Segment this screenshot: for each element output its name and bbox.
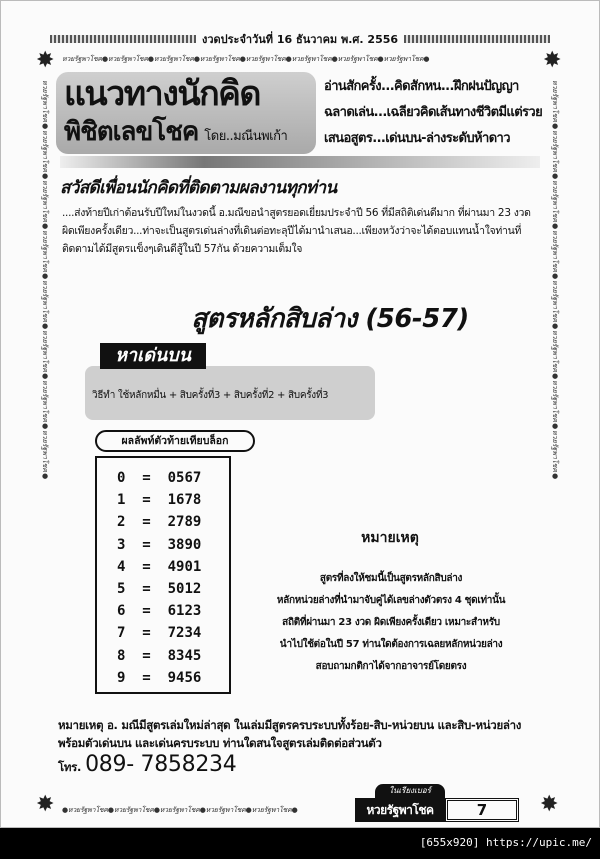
right-border-text: หวยรัฐพาโชค●หวยรัฐพาโชค●หวยรัฐพาโชค●หวยรัฐพาโชค●หวยรัฐพาโชค●หวยรัฐพาโชค●หวยรัฐพาโชค●หวยรัฐพาโชค● <box>551 80 559 481</box>
slogan: เสนอสูตร...เด่นบน-ล่างระดับห้าดาว <box>324 131 510 146</box>
row-key: 4 <box>117 558 126 575</box>
watermark-bar <box>0 828 600 859</box>
equals-sign: = <box>125 581 168 597</box>
slogan: ฉลาดเล่น...เฉลียวคิดเส้นทางชีวิตมีแต่รวย <box>324 105 543 120</box>
left-border-text: หวยรัฐพาโชค●หวยรัฐพาโชค●หวยรัฐพาโชค●หวยรัฐพาโชค●หวยรัฐพาโชค●หวยรัฐพาโชค●หวยรัฐพาโชค●หวยรัฐพาโชค● <box>41 80 49 481</box>
watermark-text: [655x920] https://upic.me/ <box>419 836 592 849</box>
table-row <box>117 625 201 641</box>
row-value: 6123 <box>167 603 202 620</box>
phone-number: 089- 7858234 <box>85 752 237 777</box>
bottom-border-text: ●หวยรัฐพาโชค●หวยรัฐพาโชค●หวยรัฐพาโชค●หวยรัฐพาโชค●หวยรัฐพาโชค● <box>62 806 298 814</box>
row-key: 6 <box>117 603 126 620</box>
badge-brand: หวยรัฐพาโชค <box>355 798 445 822</box>
ornament-star-icon: ✸ <box>540 792 559 817</box>
hatch-divider <box>404 35 550 43</box>
gradient-banner <box>60 156 540 168</box>
row-key: 8 <box>117 647 126 664</box>
equals-sign: = <box>125 603 168 620</box>
equals-sign: = <box>125 647 168 664</box>
slogan: อ่านสักครั้ง...คิดสักหน...ฝึกฝนปัญญา <box>324 79 519 94</box>
slogans <box>324 78 544 156</box>
row-key: 5 <box>117 581 126 597</box>
draw-date: งวดประจำวันที่ 16 ธันวาคม พ.ศ. 2556 <box>201 33 399 46</box>
intro-paragraph: ....ส่งท้ายปีเก่าต้อนรับปีใหม่ในงวดนี้ อ.มณีขอนำสูตรยอดเยี่ยมประจำปี 56 ที่มีสถิติเด่นดีมาก ที่ผ่านมา 23 งวด ผิดเพียงครั้งเดียว...ท่าจะเป็นสูตรเด่นล่างที่เดินต่อทะลุปีได้มานำเสนอ...เพียงหวังว่าจะได้ตอบแทนน้ำใจท่านที่ติดตามได้มีสูตรแข็งๆเดินดีสู้ในปี 57กัน ด้วยความเต็มใจ <box>62 207 531 255</box>
row-value: 0567 <box>167 470 202 486</box>
title-line2: พิชิตเลขโชค <box>64 117 199 147</box>
note-line: หลักหน่วยล่างที่นำมาจับคู่ได้เลขล่างตัวตรง 4 ชุดเท่านั้น <box>276 595 506 606</box>
row-key: 7 <box>117 625 126 642</box>
note-line: นำไปใช้ต่อในปี 57 ท่านใดต้องการเฉลยหลักหน่วยล่าง <box>279 639 503 650</box>
row-key: 2 <box>117 514 126 531</box>
table-row <box>117 537 201 553</box>
method-text: วิธีทำ ใช้หลักหมื่น + สิบครั้งที่3 + สิบครั้งที่2 + สิบครั้งที่3 <box>92 390 329 401</box>
footer <box>58 716 544 778</box>
table-row <box>117 492 201 508</box>
equals-sign: = <box>125 536 168 553</box>
equals-sign: = <box>125 514 168 531</box>
hatch-divider <box>50 35 196 43</box>
page-badge <box>355 784 521 824</box>
note-line: สอบถามกติกาได้จากอาจารย์โดยตรง <box>315 661 467 672</box>
result-label: ผลลัพท์ตัวท้ายเทียบล็อก <box>95 430 255 452</box>
ornament-star-icon: ✸ <box>36 792 55 817</box>
page-number: 7 <box>445 798 519 822</box>
badge-top: ในเรียงเบอร์ <box>375 784 445 798</box>
greeting: สวัสดีเพื่อนนักคิดที่ติดตามผลงานทุกท่าน <box>60 178 337 198</box>
row-value: 3890 <box>167 536 202 553</box>
row-value: 8345 <box>167 647 202 664</box>
row-value: 7234 <box>167 625 202 642</box>
ornament-star-icon: ✸ <box>543 48 562 73</box>
formula-label: หาเด่นบน <box>100 343 206 369</box>
note-line: สูตรที่ลงให้ชมนี้เป็นสูตรหลักสิบล่าง <box>319 573 463 584</box>
note-title: หมายเหตุ <box>361 530 419 546</box>
row-value: 5012 <box>167 581 202 597</box>
footer-line2: พร้อมตัวเด่นบน และเด่นครบระบบ ท่านใดสนใจสูตรเล่มติดต่อส่วนตัว โทร. <box>58 736 382 774</box>
note-block <box>240 572 542 682</box>
equals-sign: = <box>125 625 168 642</box>
equals-sign: = <box>125 558 168 575</box>
top-border-text: หวยรัฐพาโชค●หวยรัฐพาโชค●หวยรัฐพาโชค●หวยรัฐพาโชค●หวยรัฐพาโชค●หวยรัฐพาโชค●หวยรัฐพาโชค●หวยรัฐพาโชค● <box>62 55 430 63</box>
table-row <box>117 603 201 619</box>
row-value: 4901 <box>167 558 202 575</box>
row-key: 0 <box>117 470 126 486</box>
equals-sign: = <box>125 470 168 486</box>
row-value: 9456 <box>167 669 202 686</box>
equals-sign: = <box>125 669 168 686</box>
formula-headline: สูตรหลักสิบล่าง (56-57) <box>191 304 469 334</box>
note-line: สถิติที่ผ่านมา 23 งวด ผิดเพียงครั้งเดียว เหมาะสำหรับ <box>282 617 500 628</box>
table-row <box>117 514 201 530</box>
table-row <box>117 581 201 597</box>
ornament-star-icon: ✸ <box>36 48 55 73</box>
row-key: 9 <box>117 669 126 686</box>
table-row <box>117 559 201 575</box>
footer-line1: หมายเหตุ อ. มณีมีสูตรเล่มใหม่ล่าสุด ในเล่มมีสูตรครบระบบทั้งร้อย-สิบ-หน่วยบน และสิบ-หน่วยล่าง <box>58 718 522 732</box>
table-row <box>117 470 201 486</box>
equals-sign: = <box>125 492 168 509</box>
row-value: 2789 <box>167 514 202 531</box>
table-row <box>117 648 201 664</box>
row-value: 1678 <box>167 492 202 509</box>
row-key: 1 <box>117 492 126 509</box>
author: โดย..มณีนพเก้า <box>204 129 288 144</box>
number-table <box>95 456 231 694</box>
row-key: 3 <box>117 536 126 553</box>
date-row <box>50 30 550 48</box>
title-line1: แนวทางนักคิด <box>64 74 261 114</box>
title-box <box>56 72 316 154</box>
table-row <box>117 670 201 686</box>
